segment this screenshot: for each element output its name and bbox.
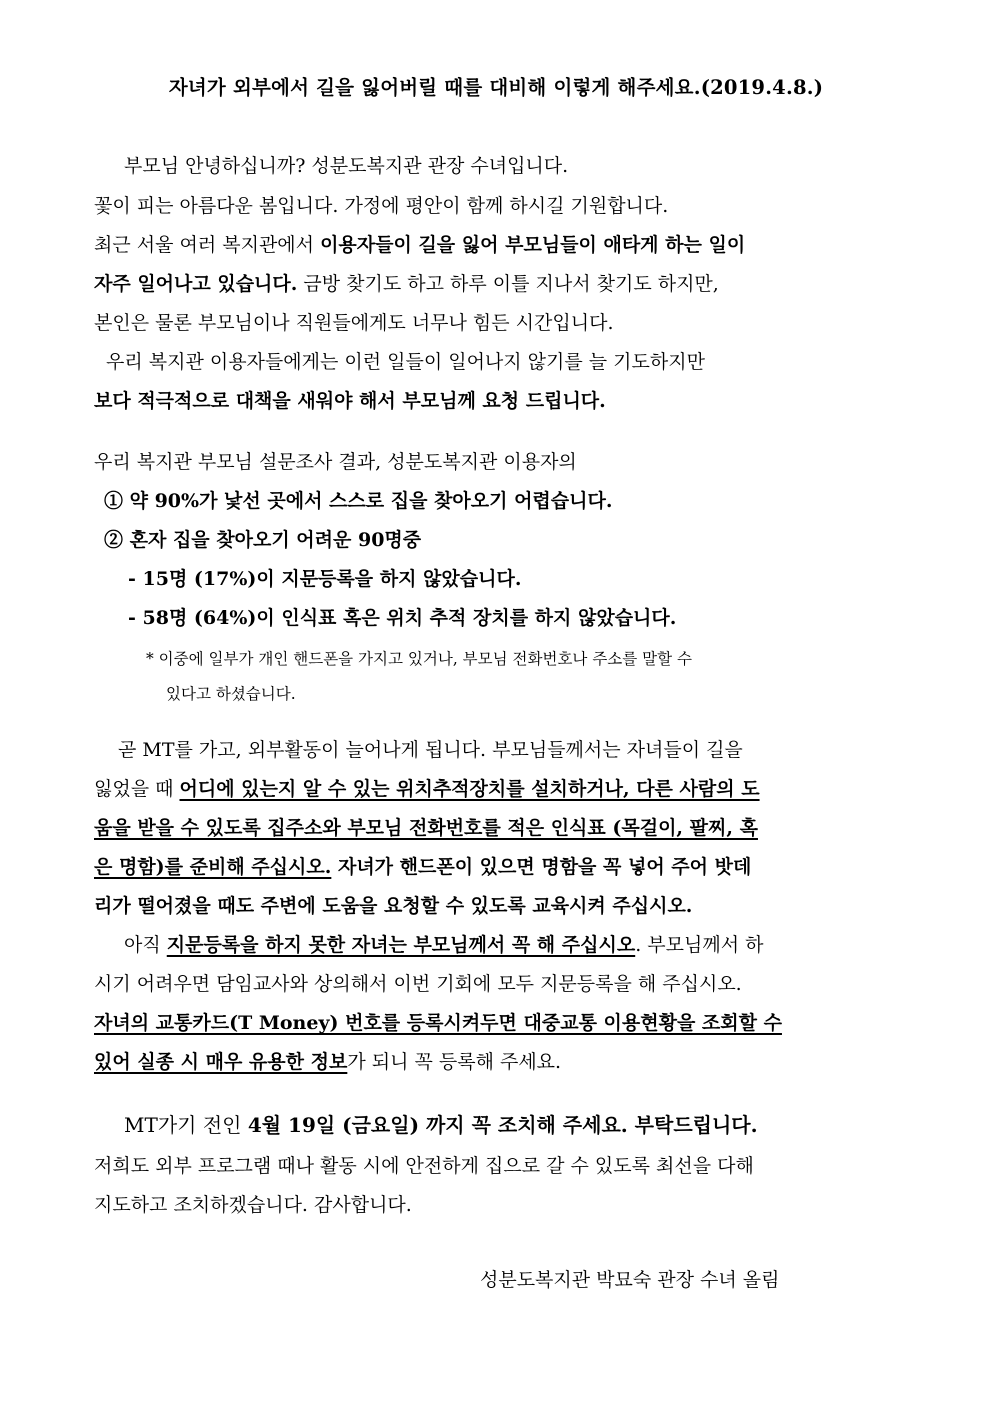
survey-item-2: ② 혼자 집을 찾아오기 어려운 90명중	[104, 529, 422, 551]
intro-line-4	[94, 272, 904, 296]
intro-line-6: 우리 복지관 이용자들에게는 이런 일들이 일어나지 않기를 늘 기도하지만	[106, 351, 705, 373]
survey-item-1: ① 약 90%가 낯선 곳에서 스스로 집을 찾아오기 어렵습니다.	[104, 490, 613, 512]
body-p2-line-1-text: 아직	[124, 934, 167, 956]
survey-note-line-2: 있다고 하셨습니다.	[166, 685, 296, 703]
body-p3-line-1: 자녀의 교통카드(T Money) 번호를 등록시켜두면 대중교통 이용현황을 조회할 수	[94, 1012, 782, 1034]
body-p1-line-4	[94, 855, 904, 879]
survey-intro: 우리 복지관 부모님 설문조사 결과, 성분도복지관 이용자의	[94, 451, 577, 473]
closing-line-1	[124, 1113, 934, 1137]
intro-line-5: 본인은 물론 부모님이나 직원들에게도 너무나 힘든 시간입니다.	[94, 312, 614, 334]
intro-line-7: 보다 적극적으로 대책을 새워야 해서 부모님께 요청 드립니다.	[94, 390, 606, 412]
body-p1-line-1: 곧 MT를 가고, 외부활동이 늘어나게 됩니다. 부모님들께서는 자녀들이 길을	[118, 739, 743, 761]
closing-line-1-text: MT가기 전인	[124, 1113, 248, 1137]
body-p1-line-3: 움을 받을 수 있도록 집주소와 부모님 전화번호를 적은 인식표 (목걸이, 팔찌, 혹	[94, 817, 758, 839]
body-p1-line-4-bold: 자녀가 핸드폰이 있으면 명함을 꼭 넣어 주어 밧데	[331, 856, 752, 878]
survey-sub-item-2: - 58명 (64%)이 인식표 혹은 위치 추적 장치를 하지 않았습니다.	[128, 607, 677, 629]
body-p3-line-2-emphasis: 있어 실종 시 매우 유용한 정보	[94, 1051, 348, 1073]
intro-line-1: 부모님 안녕하십니까? 성분도복지관 관장 수녀입니다.	[124, 155, 569, 177]
intro-line-4-bold: 자주 일어나고 있습니다.	[94, 273, 298, 295]
body-p2-line-2: 시기 어려우면 담임교사와 상의해서 이번 기회에 모두 지문등록을 해 주십시오.	[94, 973, 742, 995]
intro-line-3-bold: 이용자들이 길을 잃어 부모님들이 애타게 하는 일이	[320, 234, 746, 256]
body-p2-line-1	[124, 933, 934, 957]
closing-line-3: 지도하고 조치하겠습니다. 감사합니다.	[94, 1194, 412, 1216]
body-p3-line-2-text: 가 되니 꼭 등록해 주세요.	[347, 1051, 562, 1073]
intro-line-2: 꽃이 피는 아름다운 봄입니다. 가정에 평안이 함께 하시길 기원합니다.	[94, 195, 669, 217]
survey-sub-item-1: - 15명 (17%)이 지문등록을 하지 않았습니다.	[128, 568, 522, 590]
signature: 성분도복지관 박묘숙 관장 수녀 올림	[480, 1269, 780, 1291]
intro-line-3	[94, 233, 904, 257]
body-p1-line-4-emphasis: 은 명함)를 준비해 주십시오.	[94, 856, 332, 878]
body-p1-line-5: 리가 떨어졌을 때도 주변에 도움을 요청할 수 있도록 교육시켜 주십시오.	[94, 895, 693, 917]
closing-line-1-bold: 4월 19일 (금요일) 까지 꼭 조치해 주세요. 부탁드립니다.	[247, 1113, 758, 1137]
closing-line-2: 저희도 외부 프로그램 때나 활동 시에 안전하게 집으로 갈 수 있도록 최선을 다해	[94, 1155, 754, 1177]
body-p1-line-2-emphasis: 어디에 있는지 알 수 있는 위치추적장치를 설치하거나, 다른 사람의 도	[179, 778, 760, 800]
letter-title: 자녀가 외부에서 길을 잃어버릴 때를 대비해 이렇게 해주세요.(2019.4.8.)	[168, 76, 824, 99]
intro-line-4-text: 금방 찾기도 하고 하루 이틀 지나서 찾기도 하지만,	[297, 273, 719, 295]
body-p2-line-1-tail: . 부모님께서 하	[635, 934, 764, 956]
survey-note-line-1: * 이중에 일부가 개인 핸드폰을 가지고 있거나, 부모님 전화번호나 주소를 말할 수	[146, 650, 693, 668]
body-p1-line-2	[94, 777, 904, 801]
intro-line-3-text: 최근 서울 여러 복지관에서	[94, 234, 321, 256]
body-p1-line-2-text: 잃었을 때	[94, 778, 180, 800]
body-p3-line-2	[94, 1050, 904, 1074]
body-p2-line-1-emphasis: 지문등록을 하지 못한 자녀는 부모님께서 꼭 해 주십시오	[166, 934, 636, 956]
